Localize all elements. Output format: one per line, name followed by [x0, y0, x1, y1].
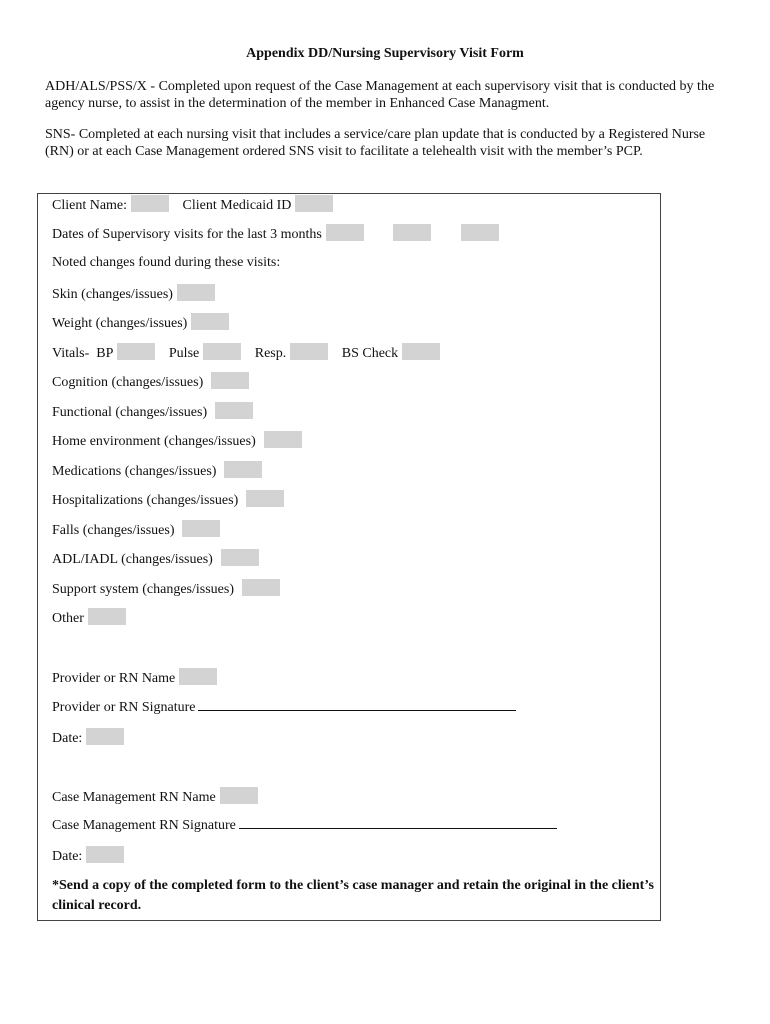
- cm-signature-label: Case Management RN Signature: [52, 818, 236, 833]
- cm-name-label: Case Management RN Name: [52, 790, 216, 805]
- provider-date-row: [52, 728, 124, 748]
- pulse-label: Pulse: [168, 346, 200, 361]
- weight-row: [52, 313, 229, 333]
- visit-date-2-field[interactable]: [393, 224, 431, 241]
- functional-label: Functional (changes/issues): [52, 405, 208, 420]
- resp-field[interactable]: [290, 343, 328, 360]
- client-medicaid-id-label: Client Medicaid ID: [182, 198, 292, 213]
- cm-signature-line[interactable]: [239, 816, 557, 829]
- bs-check-label: BS Check: [341, 346, 399, 361]
- hospitalizations-row: [52, 490, 284, 510]
- client-name-label: Client Name:: [52, 198, 128, 213]
- support-system-label: Support system (changes/issues): [52, 582, 234, 597]
- adh-instructions: ADH/ALS/PSS/X - Completed upon request of the Case Management at each supervisory visit that is conducted by the agency nurse, to assist in the determination of the member in Enhanced Case Managment.: [45, 79, 715, 111]
- cognition-row: [52, 372, 249, 392]
- functional-row: [52, 402, 253, 422]
- weight-field[interactable]: [191, 313, 229, 330]
- noted-changes-label: Noted changes found during these visits:: [52, 255, 281, 270]
- other-label: Other: [52, 611, 84, 626]
- cognition-field[interactable]: [211, 372, 249, 389]
- cm-date-row: [52, 846, 124, 866]
- skin-field[interactable]: [177, 284, 215, 301]
- cm-name-row: [52, 787, 258, 807]
- skin-row: [52, 284, 215, 304]
- send-copy-note: *Send a copy of the completed form to the client’s case manager and retain the original in the client’s clinical record.: [52, 878, 654, 913]
- other-row: [52, 608, 126, 628]
- form-title: Appendix DD/Nursing Supervisory Visit Form: [246, 46, 524, 61]
- client-name-field[interactable]: [131, 195, 169, 212]
- form-box: [37, 193, 661, 921]
- medications-field[interactable]: [224, 461, 262, 478]
- hospitalizations-label: Hospitalizations (changes/issues): [52, 493, 239, 508]
- cm-date-field[interactable]: [86, 846, 124, 863]
- adl-field[interactable]: [221, 549, 259, 566]
- home-environment-label: Home environment (changes/issues): [52, 434, 256, 449]
- skin-label: Skin (changes/issues): [52, 287, 173, 302]
- falls-field[interactable]: [182, 520, 220, 537]
- provider-signature-row: [52, 698, 516, 717]
- hospitalizations-field[interactable]: [246, 490, 284, 507]
- medications-label: Medications (changes/issues): [52, 464, 217, 479]
- falls-row: [52, 520, 220, 540]
- provider-name-label: Provider or RN Name: [52, 671, 176, 686]
- pulse-field[interactable]: [203, 343, 241, 360]
- vitals-row: [52, 343, 440, 363]
- provider-name-field[interactable]: [179, 668, 217, 685]
- medications-row: [52, 461, 262, 481]
- provider-date-field[interactable]: [86, 728, 124, 745]
- provider-date-label: Date:: [52, 731, 83, 746]
- cm-signature-row: [52, 816, 557, 835]
- dates-row: [52, 224, 499, 244]
- support-system-row: [52, 579, 280, 599]
- bp-field[interactable]: [117, 343, 155, 360]
- provider-name-row: [52, 668, 217, 688]
- bs-check-field[interactable]: [402, 343, 440, 360]
- cm-name-field[interactable]: [220, 787, 258, 804]
- cm-date-label: Date:: [52, 849, 83, 864]
- resp-label: Resp.: [254, 346, 287, 361]
- adl-label: ADL/IADL (changes/issues): [52, 552, 213, 567]
- support-system-field[interactable]: [242, 579, 280, 596]
- dates-label: Dates of Supervisory visits for the last 3 months: [52, 227, 322, 242]
- provider-signature-label: Provider or RN Signature: [52, 700, 196, 715]
- cognition-label: Cognition (changes/issues): [52, 375, 204, 390]
- visit-date-3-field[interactable]: [461, 224, 499, 241]
- bp-label: Vitals- BP: [52, 346, 114, 361]
- visit-date-1-field[interactable]: [326, 224, 364, 241]
- adl-row: [52, 549, 259, 569]
- functional-field[interactable]: [215, 402, 253, 419]
- home-environment-row: [52, 431, 302, 451]
- provider-signature-line[interactable]: [198, 698, 516, 711]
- client-medicaid-id-field[interactable]: [295, 195, 333, 212]
- home-environment-field[interactable]: [264, 431, 302, 448]
- falls-label: Falls (changes/issues): [52, 523, 175, 538]
- sns-instructions: SNS- Completed at each nursing visit that includes a service/care plan update that is conducted by a Registered Nurse (RN) or at each Case Management ordered SNS visit to facilitate a telehealth visit with the member’s PCP.: [45, 127, 706, 159]
- client-row: [52, 195, 333, 215]
- other-field[interactable]: [88, 608, 126, 625]
- weight-label: Weight (changes/issues): [52, 316, 188, 331]
